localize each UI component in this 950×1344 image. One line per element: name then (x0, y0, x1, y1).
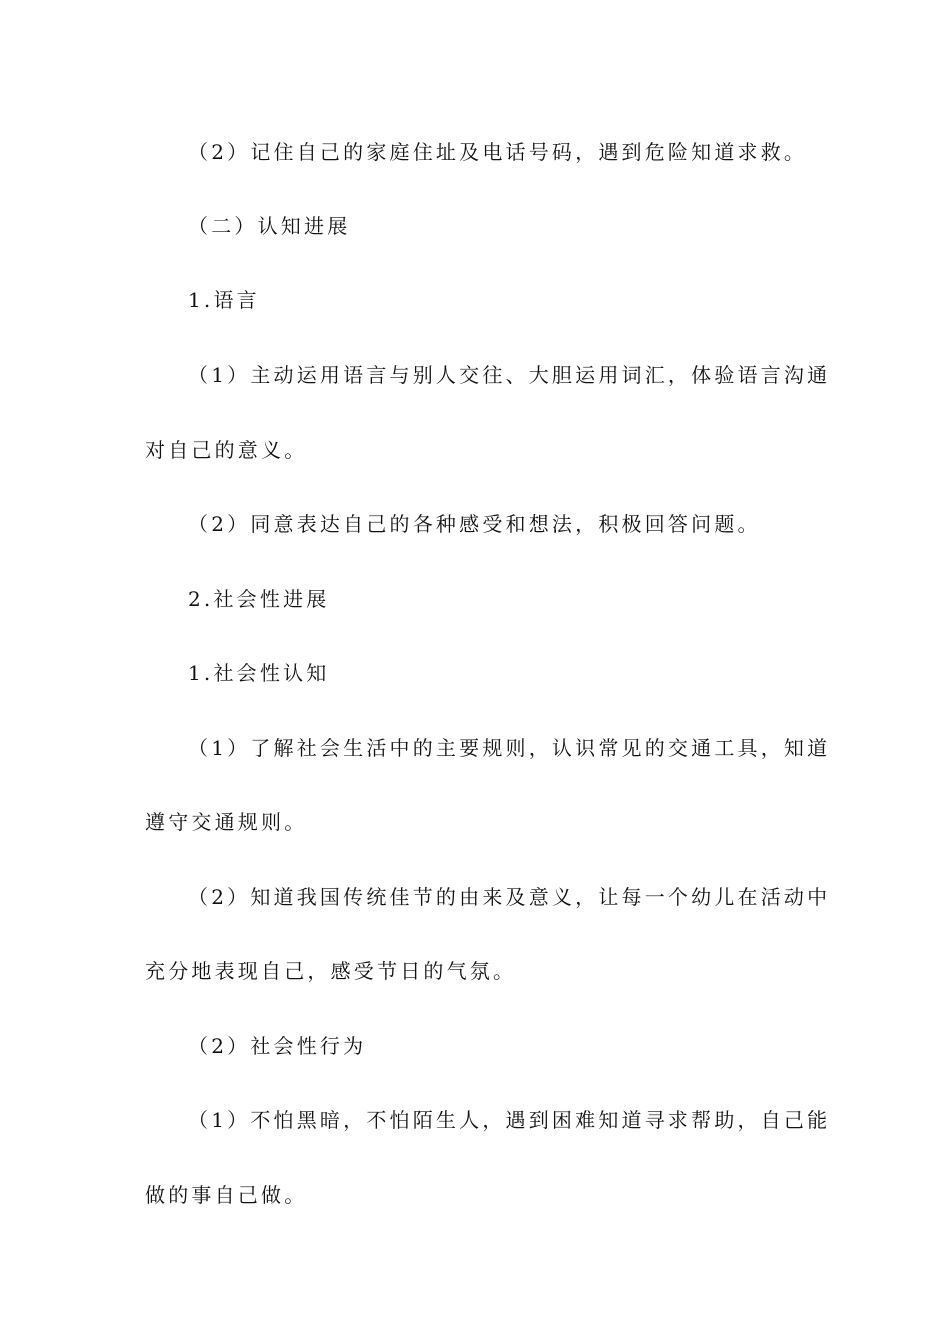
subsection-heading: 1.社会性认知 (188, 661, 330, 685)
paragraph-line: （2）知道我国传统佳节的由来及意义，让每一个幼儿在活动中 (188, 885, 831, 909)
paragraph-line: 对自己的意义。 (145, 438, 308, 462)
subsection-heading: 1.语言 (188, 288, 260, 312)
paragraph-line: （2）记住自己的家庭住址及电话号码，遇到危险知道求救。 (188, 140, 808, 164)
paragraph-line: 做的事自己做。 (145, 1183, 308, 1207)
subsection-heading: （2）社会性行为 (188, 1034, 367, 1058)
subsection-heading: 2.社会性进展 (188, 587, 330, 611)
paragraph-line: （1）不怕黑暗，不怕陌生人，遇到困难知道寻求帮助，自己能 (188, 1108, 831, 1132)
paragraph-line: （2）同意表达自己的各种感受和想法，积极回答问题。 (188, 512, 761, 536)
paragraph-line: （1）了解社会生活中的主要规则，认识常见的交通工具，知道 (188, 736, 831, 760)
paragraph-line: 充分地表现自己，感受节日的气氛。 (145, 959, 517, 983)
section-heading: （二）认知进展 (188, 214, 351, 238)
paragraph-line: （1）主动运用语言与别人交往、大胆运用词汇，体验语言沟通 (188, 363, 831, 387)
paragraph-line: 遵守交通规则。 (145, 810, 308, 834)
